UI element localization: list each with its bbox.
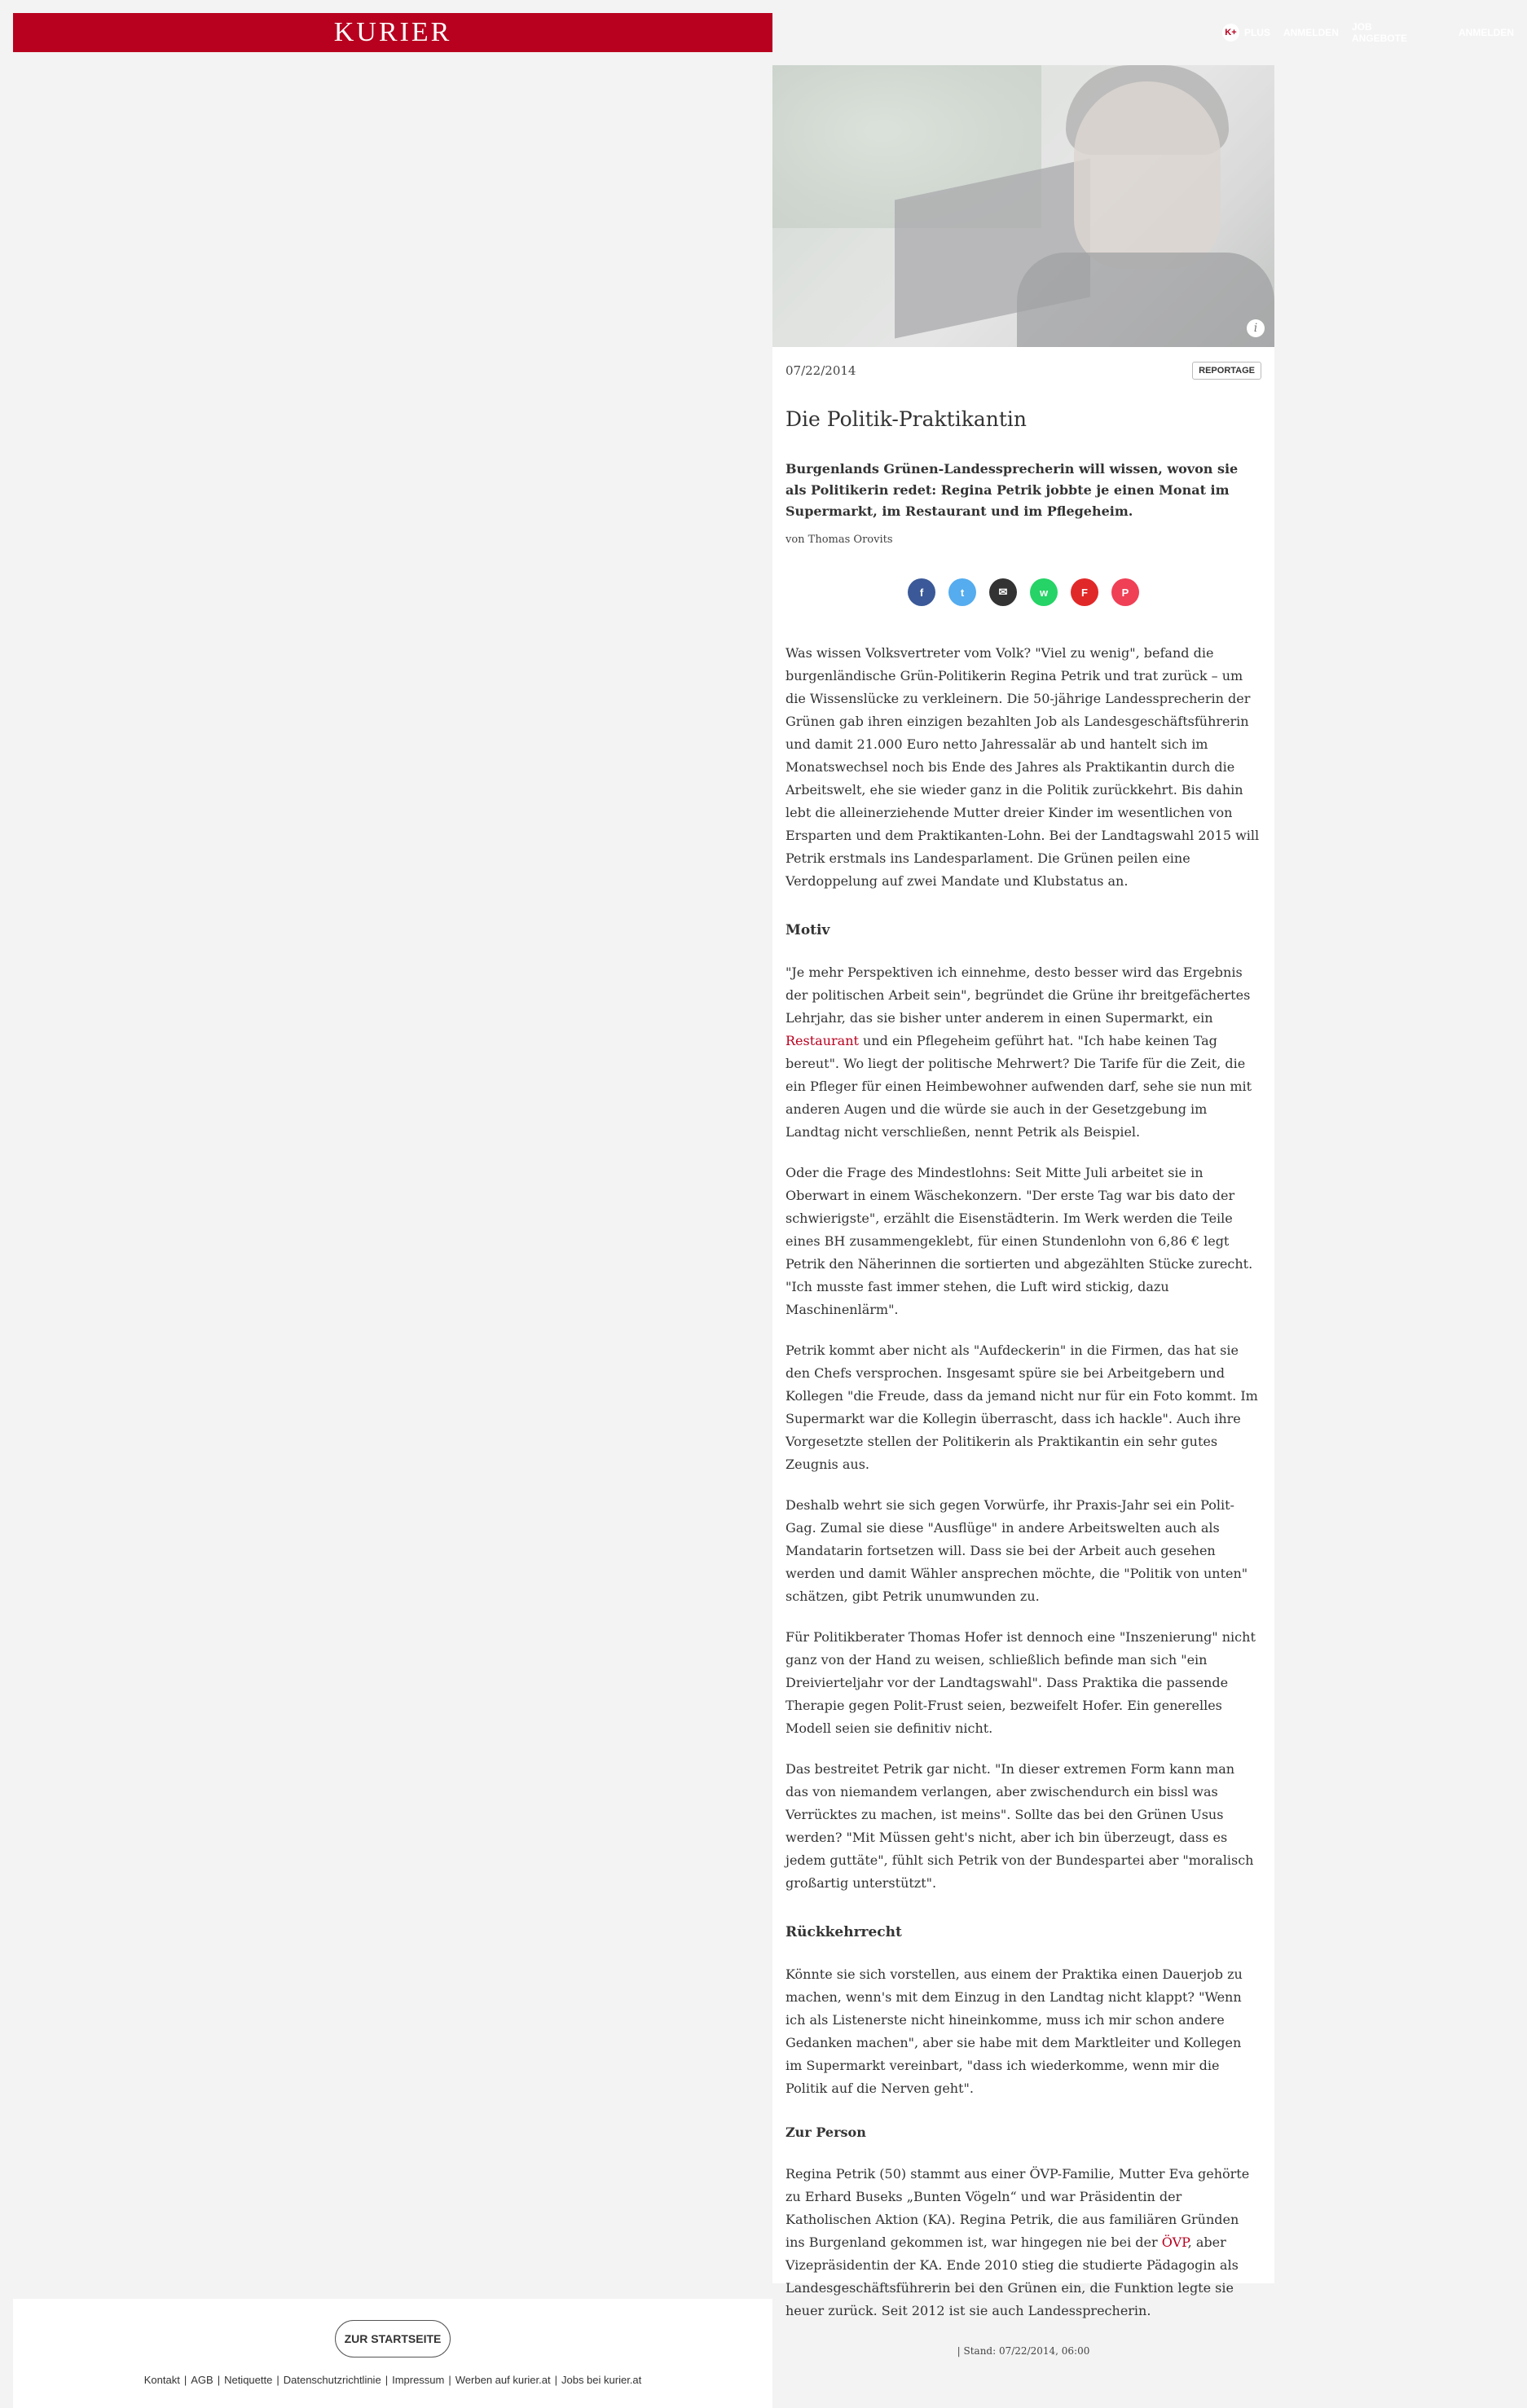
paragraph: Oder die Frage des Mindestlohns: Seit Mitte Juli arbeitet sie in Oberwart in einem Wäschekonzern. "Der erste Tag war bis dato der schwierigste", erzählt die Eisenstädterin. Im Werk werden die Teile eines BH zusammengeklebt, für einen Stundenlohn von 6,86 € legt Petrik den Näherinnen die sortierten und abgezählten Stücke zurecht. "Ich musste fast immer stehen, die Luft wird stickig, dazu Maschinenlärm". <box>786 1165 1253 1317</box>
footer-link[interactable]: Impressum <box>392 2374 445 2386</box>
paragraph: Deshalb wehrt sie sich gegen Vorwürfe, ihr Praxis-Jahr sei ein Polit-Gag. Zumal sie diese "Ausflüge" in andere Arbeitswelten auch als Mandatarin fortsetzen will. Dass sie bei der Arbeit auch gesehen werden und damit Wähler ansprechen möchte, die "Politik von unten" schätzen, gibt Petrik unumwunden zu. <box>786 1497 1248 1604</box>
article-card <box>772 65 1274 2357</box>
footer-separator: | <box>385 2374 389 2386</box>
article-stand: | Stand: 07/22/2014, 06:00 <box>957 2345 1090 2357</box>
email-icon[interactable]: ✉ <box>989 578 1017 606</box>
paragraph <box>786 2163 1261 2322</box>
nav-job-angebote[interactable]: JOB ANGEBOTE <box>1351 21 1407 44</box>
paragraph-text: "Je mehr Perspektiven ich einnehme, desto besser wird das Ergebnis der politischen Arbeit sein", begründet die Grüne ihr breitgefächertes Lehrjahr, das sie bisher unter anderem in einen Supermarkt, ein <box>786 965 1251 1026</box>
footer-separator: | <box>217 2374 221 2386</box>
paragraph: Könnte sie sich vorstellen, aus einem der Praktika einen Dauerjob zu machen, wenn's mit dem Einzug in den Landtag nicht klappt? "Wenn ich als Listenerste nicht hineinkomme, muss ich mir schon andere Gedanken machen", aber sie habe mit dem Marktleiter und Kollegen im Supermarkt vereinbart, "dass ich wiederkomme, wenn mir die Politik auf die Nerven geht". <box>786 1966 1243 2096</box>
hero-image <box>772 65 1274 347</box>
flipboard-icon[interactable]: F <box>1071 578 1098 606</box>
pocket-icon[interactable]: P <box>1111 578 1139 606</box>
article-lead: Burgenlands Grünen-Landessprecherin will wissen, wovon sie als Politikerin redet: Regina Petrik jobbte je einen Monat im Supermarkt, im Restaurant und im Pflegeheim. <box>786 461 1239 519</box>
paragraph: Was wissen Volksvertreter vom Volk? "Viel zu wenig", befand die burgenländische Grün-Politikerin Regina Petrik und trat zurück – um die Wissenslücke zu verkleinern. Die 50-jährige Landessprecherin der Grünen gab ihren einzigen bezahlten Job als Landesgeschäftsführerin und damit 21.000 Euro netto Jahressalär ab und hantelt sich im Monatswechsel noch bis Ende des Jahres als Praktikantin durch die Arbeitswelt, ehe sie wieder ganz in die Politik zurückkehrt. Bis dahin lebt die alleinerziehende Mutter dreier Kinder im wesentlichen von Ersparten und dem Praktikanten-Lohn. Bei der Landtagswahl 2015 will Petrik erstmals ins Landesparlament. Die Grünen peilen eine Verdoppelung auf zwei Mandate und Klubstatus an. <box>786 645 1260 889</box>
paragraph-text: Regina Petrik (50) stammt aus einer ÖVP-Familie, Mutter Eva gehörte zu Erhard Buseks „Bunten Vögeln“ und war Präsidentin der Katholischen Aktion (KA). Regina Petrik, die aus familiären Gründen ins Burgenland gekommen ist, war hingegen nie bei der <box>786 2166 1250 2250</box>
footer <box>13 2299 772 2408</box>
nav-login[interactable]: ANMELDEN <box>1459 27 1514 38</box>
article-title: Die Politik-Praktikantin <box>786 407 1027 431</box>
footer-separator: | <box>448 2374 451 2386</box>
footer-separator: | <box>183 2374 187 2386</box>
facebook-icon[interactable]: f <box>908 578 935 606</box>
paragraph-text: und ein Pflegeheim geführt hat. "Ich habe keinen Tag bereut". Wo liegt der politische Mehrwert? Die Tarife für die Zeit, die ein Pfleger für einen Heimbewohner aufwenden darf, sehe sie nun mit anderen Augen und die würde sie auch in der Gesetzgebung im Landtag nicht verschließen, nennt Petrik als Beispiel. <box>786 1033 1252 1140</box>
category-badge[interactable]: REPORTAGE <box>1192 362 1261 380</box>
subheading-motiv: Motiv <box>786 922 830 938</box>
share-bar <box>772 578 1274 606</box>
oevp-link[interactable]: ÖVP <box>1161 2234 1188 2250</box>
kplus-icon[interactable]: K+ <box>1222 24 1239 42</box>
footer-separator: | <box>554 2374 557 2386</box>
kurier-logo[interactable]: KURIER <box>333 17 452 47</box>
masthead <box>13 13 772 52</box>
subheading-rueckkehrrecht: Rückkehrrecht <box>786 1924 902 1940</box>
image-overlay <box>772 65 1274 347</box>
article-date: 07/22/2014 <box>786 363 856 378</box>
info-icon[interactable]: i <box>1247 319 1265 337</box>
footer-link[interactable]: Jobs bei kurier.at <box>561 2374 642 2386</box>
paragraph-text: , aber Vizepräsidentin der KA. Ende 2010 stieg die studierte Pädagogin als Landesgeschäftsführerin bei den Grünen ein, die Funktion legte sie heuer zurück. Seit 2012 ist sie auch Landessprecherin. <box>786 2234 1239 2318</box>
restaurant-link[interactable]: Restaurant <box>786 1033 859 1048</box>
article-author[interactable]: von Thomas Orovits <box>786 534 893 546</box>
footer-separator: | <box>276 2374 279 2386</box>
footer-link[interactable]: Kontakt <box>143 2374 180 2386</box>
whatsapp-icon[interactable]: w <box>1030 578 1058 606</box>
footer-link[interactable]: AGB <box>191 2374 213 2386</box>
home-button[interactable]: ZUR STARTSEITE <box>335 2320 451 2357</box>
twitter-icon[interactable]: t <box>948 578 976 606</box>
paragraph <box>786 961 1261 1144</box>
article-meta <box>772 362 1274 380</box>
footer-link[interactable]: Netiquette <box>224 2374 273 2386</box>
footer-links <box>13 2374 772 2386</box>
top-navigation <box>1222 23 1527 42</box>
footer-link[interactable]: Datenschutzrichtlinie <box>283 2374 381 2386</box>
paragraph: Petrik kommt aber nicht als "Aufdeckerin" in die Firmen, das hat sie den Chefs versprochen. Insgesamt spüre sie bei Arbeitgebern und Kollegen "die Freude, dass da jemand nicht nur für ein Foto kommt. Im Supermarkt war die Kollegin überrascht, dass ich hackle". Auch ihre Vorgesetzte stellen der Politikerin als Praktikantin ein sehr gutes Zeugnis aus. <box>786 1342 1258 1472</box>
nav-anmelden[interactable]: ANMELDEN <box>1283 27 1339 38</box>
subheading-zur-person: Zur Person <box>786 2125 866 2140</box>
paragraph: Das bestreitet Petrik gar nicht. "In dieser extremen Form kann man das von niemandem verlangen, aber zwischendurch ein bissl was Verrücktes zu machen, ist meins". Sollte das bei den Grünen Usus werden? "Mit Müssen geht's nicht, aber ich bin überzeugt, dass es jedem guttäte", fühlt sich Petrik von der Bundespartei aber "moralisch großartig unterstützt". <box>786 1761 1254 1891</box>
paragraph: Für Politikberater Thomas Hofer ist dennoch eine "Inszenierung" nicht ganz von der Hand zu weisen, schließlich befinde man sich "ein Dreivierteljahr vor der Landtagswahl". Dass Praktika die passende Therapie gegen Polit-Frust seien, bezweifelt Hofer. Ein generelles Modell seien sie definitiv nicht. <box>786 1629 1256 1736</box>
footer-link[interactable]: Werben auf kurier.at <box>455 2374 551 2386</box>
article-body <box>786 642 1261 2322</box>
nav-plus[interactable]: PLUS <box>1243 27 1270 38</box>
